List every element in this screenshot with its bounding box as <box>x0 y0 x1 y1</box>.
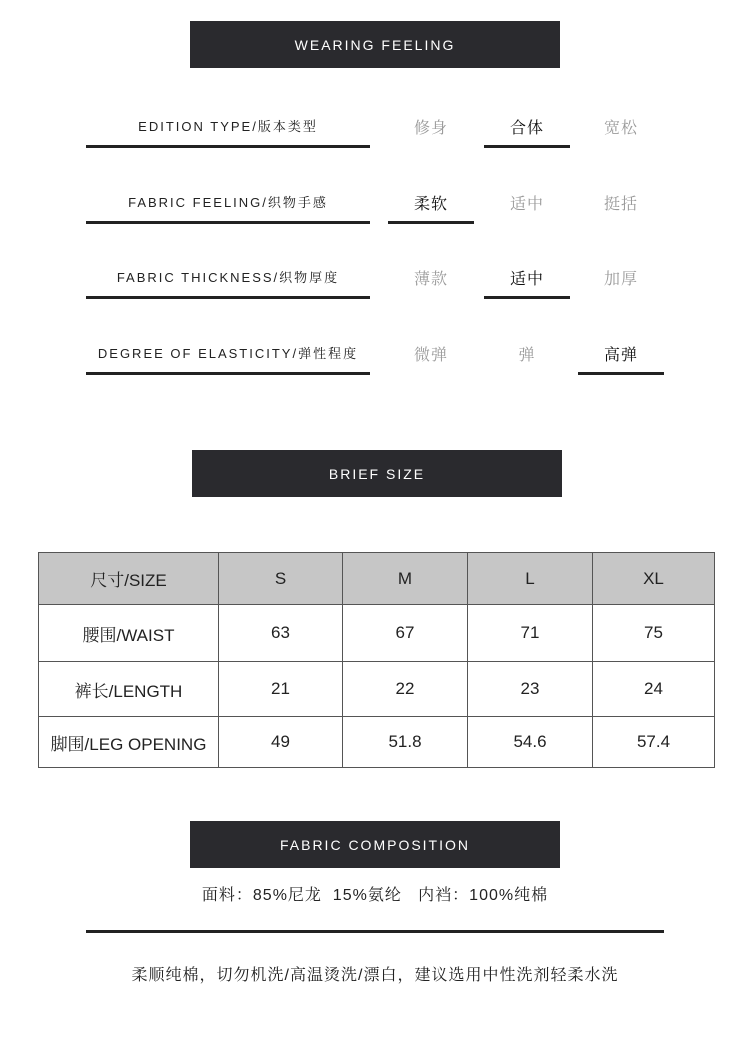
fabric-composition-banner <box>190 821 560 868</box>
elasticity-option-3: 高弹 <box>603 347 638 364</box>
table-cell: 22 <box>343 662 468 717</box>
table-cell: 63 <box>219 605 343 662</box>
thickness-selected-underline <box>484 296 570 299</box>
edition-selected-underline <box>484 145 570 148</box>
composition-text: 面料：85%尼龙 15%氨纶 内裆：100%纯棉 <box>201 887 549 904</box>
size-table <box>38 552 715 768</box>
table-cell: 57.4 <box>593 717 715 768</box>
thickness-option-2: 适中 <box>509 271 544 288</box>
table-header-cell: S <box>219 553 343 605</box>
table-header-cell: XL <box>593 553 715 605</box>
table-cell: 54.6 <box>468 717 593 768</box>
wearing-feeling-title: WEARING FEELING <box>294 36 456 53</box>
table-row <box>39 662 715 717</box>
table-row <box>39 717 715 768</box>
care-instructions: 柔顺纯棉，切勿机洗/高温烫洗/漂白，建议选用中性洗剂轻柔水洗 <box>131 967 619 984</box>
brief-size-title: BRIEF SIZE <box>328 465 426 482</box>
fabric-composition-title: FABRIC COMPOSITION <box>279 836 470 853</box>
table-row <box>39 605 715 662</box>
fabric-thickness-label: FABRIC THICKNESS/织物厚度 <box>116 270 340 285</box>
elasticity-underline <box>86 372 370 375</box>
elasticity-option-1: 微弹 <box>413 347 448 364</box>
wearing-feeling-banner <box>190 21 560 68</box>
table-cell: 腰围/WAIST <box>39 605 219 662</box>
table-header-cell: L <box>468 553 593 605</box>
edition-type-underline <box>86 145 370 148</box>
edition-option-3: 宽松 <box>603 120 638 137</box>
thickness-option-3: 加厚 <box>603 271 638 288</box>
feeling-option-2: 适中 <box>509 196 544 213</box>
table-cell: 脚围/LEG OPENING <box>39 717 219 768</box>
table-cell: 24 <box>593 662 715 717</box>
table-header-row <box>39 553 715 605</box>
edition-option-2: 合体 <box>509 120 544 137</box>
feeling-option-1: 柔软 <box>413 196 448 213</box>
table-cell: 49 <box>219 717 343 768</box>
table-cell: 21 <box>219 662 343 717</box>
edition-type-label: EDITION TYPE/版本类型 <box>138 119 318 134</box>
elasticity-label: DEGREE OF ELASTICITY/弹性程度 <box>97 346 359 361</box>
composition-divider <box>86 930 664 933</box>
thickness-option-1: 薄款 <box>413 271 448 288</box>
table-header-cell: 尺寸/SIZE <box>39 553 219 605</box>
table-cell: 裤长/LENGTH <box>39 662 219 717</box>
elasticity-selected-underline <box>578 372 664 375</box>
fabric-feeling-underline <box>86 221 370 224</box>
feeling-option-3: 挺括 <box>603 196 638 213</box>
elasticity-option-2: 弹 <box>518 347 536 364</box>
fabric-thickness-underline <box>86 296 370 299</box>
table-cell: 71 <box>468 605 593 662</box>
table-cell: 23 <box>468 662 593 717</box>
brief-size-banner <box>192 450 562 497</box>
feeling-selected-underline <box>388 221 474 224</box>
table-cell: 75 <box>593 605 715 662</box>
table-cell: 51.8 <box>343 717 468 768</box>
table-cell: 67 <box>343 605 468 662</box>
table-header-cell: M <box>343 553 468 605</box>
edition-option-1: 修身 <box>413 120 448 137</box>
fabric-feeling-label: FABRIC FEELING/织物手感 <box>128 195 328 210</box>
